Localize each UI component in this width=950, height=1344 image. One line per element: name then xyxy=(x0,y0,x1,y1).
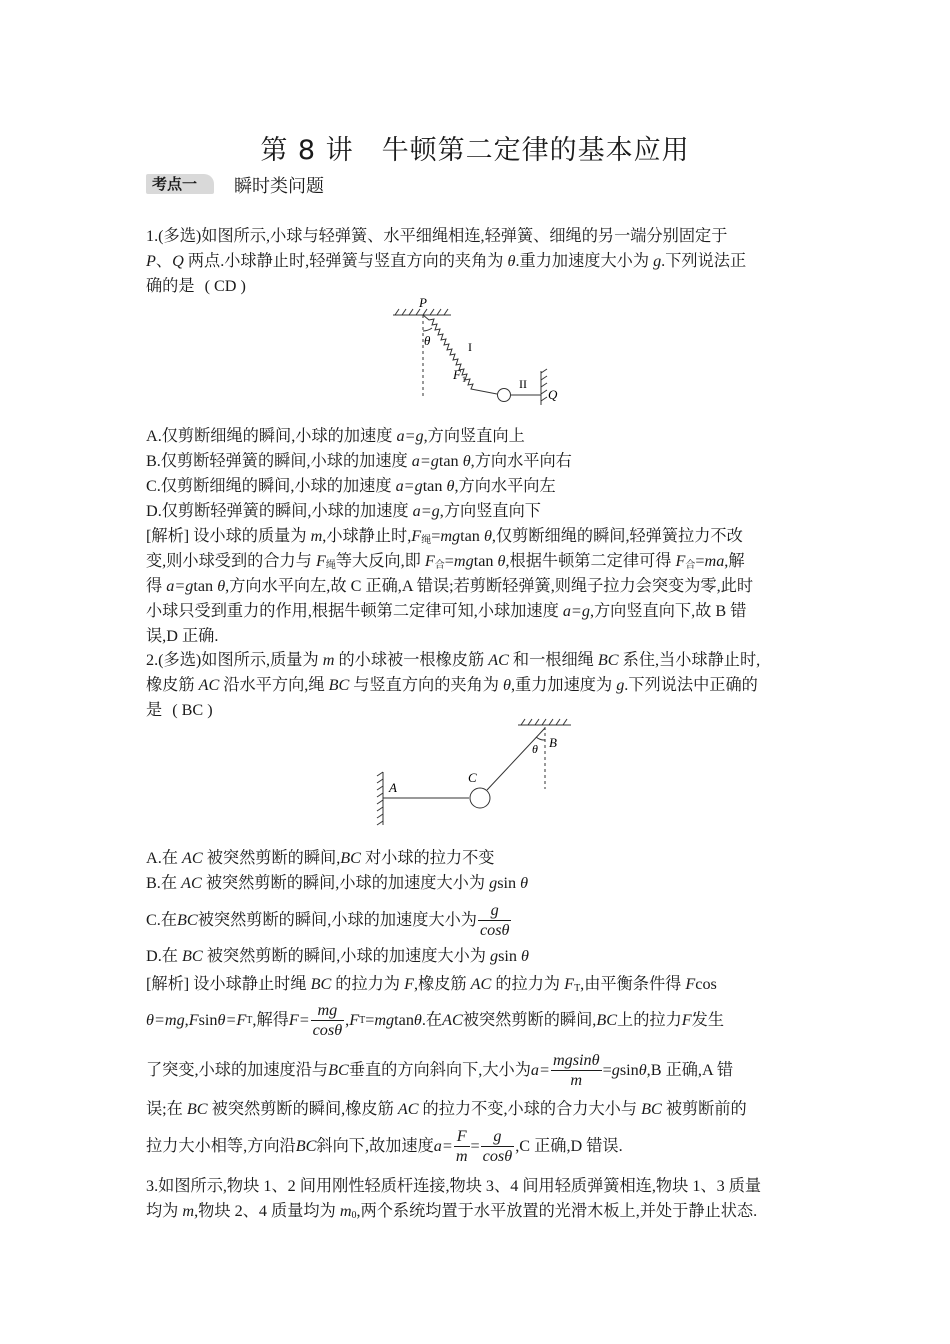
question-2-options xyxy=(146,846,806,969)
answer-q2: ( BC ) xyxy=(172,701,213,719)
figure-q2-rubber-band-rope xyxy=(375,717,575,829)
option-d: D.在 BC 被突然剪断的瞬间,小球的加速度大小为 gsin θ xyxy=(146,947,529,965)
fraction-g-over-cos: $\frac{g}{\cos\theta}$ xyxy=(479,900,510,939)
option-b: B.仅剪断轻弹簧的瞬间,小球的加速度 a=gtan θ,方向水平向右 xyxy=(146,452,572,470)
answer-q1: ( CD ) xyxy=(204,277,246,295)
label-F1: F xyxy=(453,367,461,382)
fraction-g-over-cos-2: $\frac{g}{\cos\theta}$ xyxy=(482,1126,513,1165)
question-3-stem: 3.如图所示,物块 1、2 间用刚性轻质杆连接,物块 3、4 间用轻质弹簧相连,物块 1、3 质量 均为 m,物块 2、4 质量均为 $m_0$,两个系统均置于水平放置的光滑木板上,并处于静止状态. xyxy=(146,1177,762,1221)
fraction-mg-over-cos: $\frac{mg}{\cos\theta}$ xyxy=(312,1000,343,1039)
option-a: A.仅剪断细绳的瞬间,小球的加速度 a=g,方向竖直向上 xyxy=(146,427,525,445)
figure-q1-spring-ball xyxy=(385,293,570,408)
option-b: B.在 AC 被突然剪断的瞬间,小球的加速度大小为 gsin θ xyxy=(146,874,529,892)
label-Q: Q xyxy=(548,387,558,402)
label-theta: θ xyxy=(424,333,431,348)
solution-q1: [解析] 设小球的质量为 m,小球静止时$,F_绳=mgtan$ θ,仅剪断细绳的瞬间,轻弹簧拉力不改 变,则小球受到的合力与 $F_绳$等大反向,即 $F_合=mgtan$ θ,根据牛顿第二定律可得 $F_合=ma$,解 得 a=gtan θ,方向水平向左,故 C 正确,A 错误;若剪断轻弹簧,则绳子拉力会突变为零,此时 小球只受到重力的作用,根据牛顿第二定律可知,小球加速度 a=g,方向竖直向下,故 B 错 误,D 正确. xyxy=(146,527,754,645)
question-1-options xyxy=(146,424,806,524)
label-C: C xyxy=(468,770,477,785)
fraction-mgsin-over-m: $\frac{mgsin\theta}{m}$ xyxy=(552,1050,600,1089)
label-II: II xyxy=(519,377,527,391)
label-theta-2: θ xyxy=(532,742,538,756)
fraction-F-over-m: $\frac{F}{m}$ xyxy=(455,1126,468,1165)
question-2-stem: 2.(多选)如图所示,质量为 m 的小球被一根橡皮筋 AC 和一根细绳 BC 系住,当小球静止时, 橡皮筋 AC 沿水平方向,绳 BC 与竖直方向的夹角为 θ,重力加速度为 g.下列说法中正确的 是 ( BC ) xyxy=(146,651,761,719)
option-c: C.仅剪断细绳的瞬间,小球的加速度 a=gtan θ,方向水平向左 xyxy=(146,477,556,495)
option-c: C.在 BC 被突然剪断的瞬间,小球的加速度大小为 $\frac{g}{\cos\theta}$ xyxy=(146,900,510,939)
page-title: 第 8 讲 牛顿第二定律的基本应用 xyxy=(260,135,690,166)
label-B: B xyxy=(549,735,557,750)
solution-q2: [解析] 设小球静止时绳 BC 的拉力为 F,橡皮筋 AC 的拉力为 $F_T$,由平衡条件得 Fcos θ=mg , F sin θ=F T ,解得 F= $\frac{mg}{\cos\theta}$ , F T = mg tan θ .在 AC 被突然剪断的瞬间, BC 上的拉力 F 发生 了突变,小球的加速度沿与 BC 垂直的方向斜向下,大小为 a= $\frac{mgsin\theta}{m}$ = g sin θ ,B 正确,A 错 误;在 BC 被突然剪断的瞬间,橡皮筋 AC 的拉力不变,小球的合力大小与 BC 被剪断前的 拉力大小相等,方向沿 BC 斜向下,故加速度 a= $\frac{F}{m}$ = $\frac{g}{\cos\theta}$ ,C 正确,D 错误. xyxy=(146,975,747,1165)
question-1-stem: 1.(多选)如图所示,小球与轻弹簧、水平细绳相连,轻弹簧、细绳的另一端分别固定于 P、Q 两点.小球静止时,轻弹簧与竖直方向的夹角为 θ.重力加速度大小为 g.下列说法正 确的是 ( CD ) xyxy=(146,227,747,295)
topic-badge: 考点一 xyxy=(146,174,214,194)
label-P: P xyxy=(419,295,427,310)
option-d: D.仅剪断轻弹簧的瞬间,小球的加速度 a=g,方向竖直向下 xyxy=(146,502,541,520)
option-a: A.在 AC 被突然剪断的瞬间,BC 对小球的拉力不变 xyxy=(146,849,495,867)
topic-name: 瞬时类问题 xyxy=(234,176,324,197)
label-I: I xyxy=(468,340,472,354)
label-F1-sub: 1 xyxy=(462,375,466,384)
label-A: A xyxy=(389,780,397,795)
